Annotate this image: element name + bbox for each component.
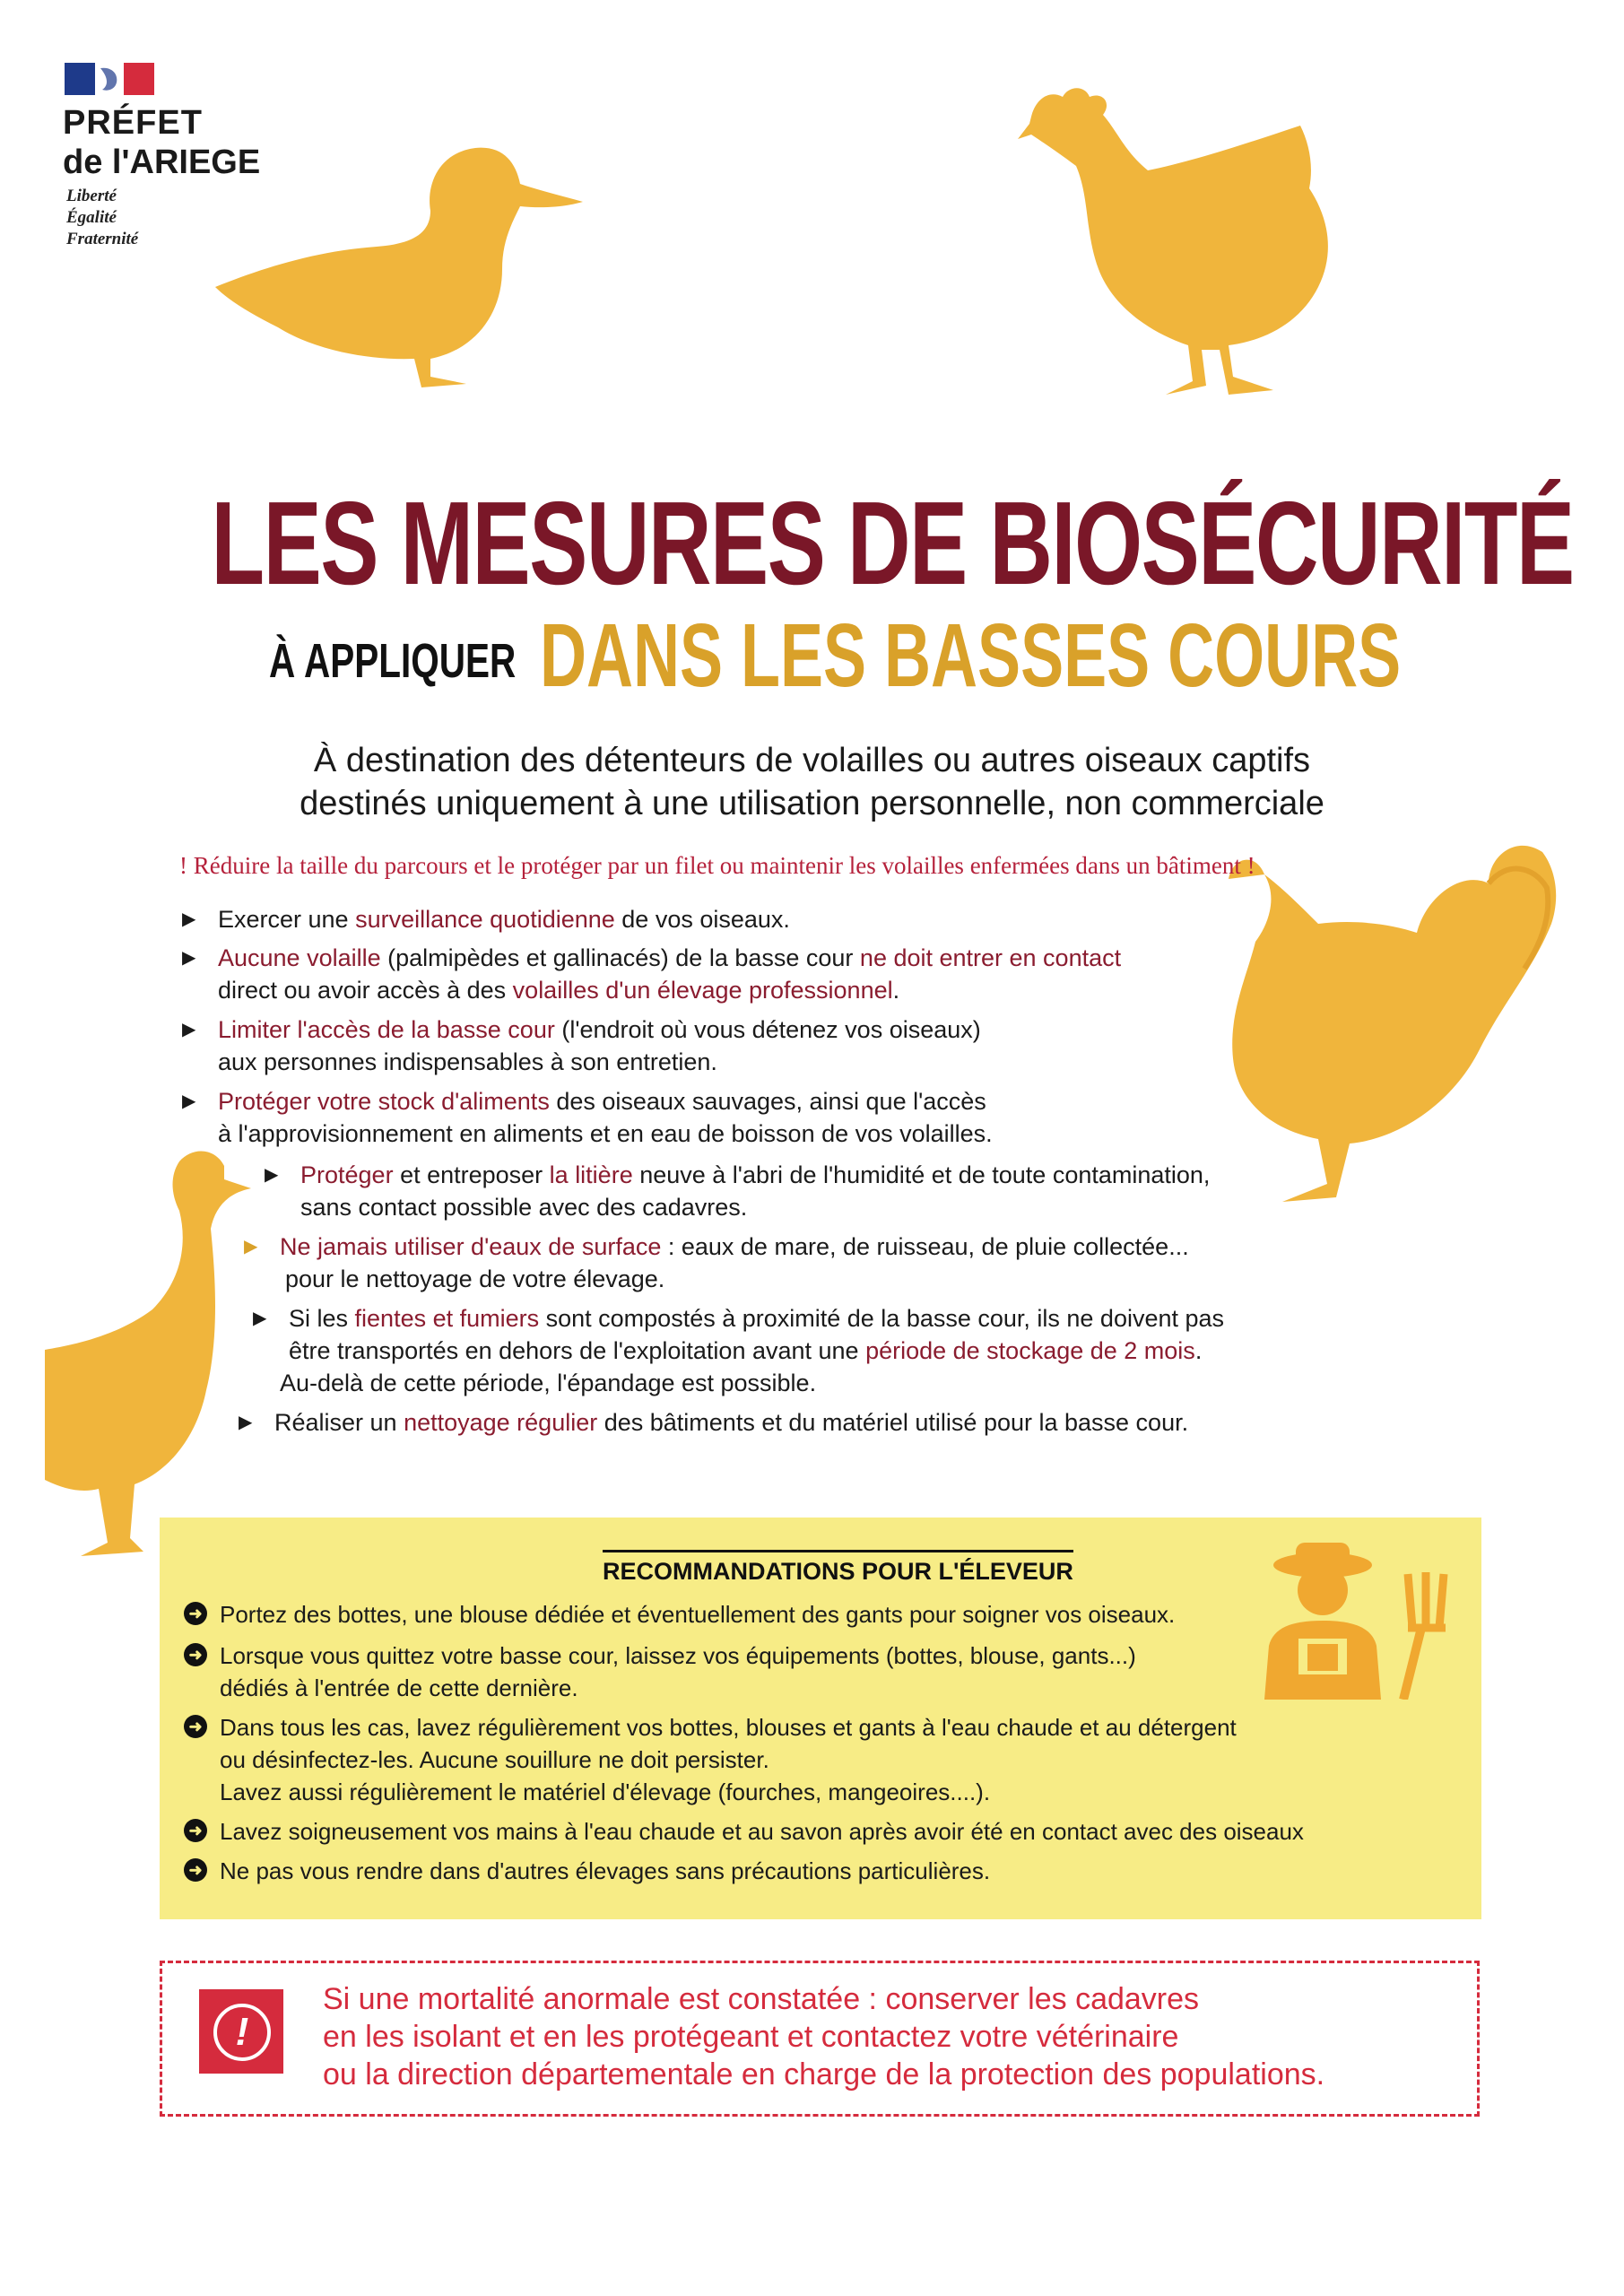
measure-item: [253, 1302, 1225, 1399]
recommendation-text: Lavez soigneusement vos mains à l'eau chaude et au savon après avoir été en contact avec des oiseaux: [220, 1818, 1304, 1845]
alert-line-3: ou la direction départementale en charge de la protection des populations.: [323, 2057, 1325, 2092]
recommendation-item: [188, 1598, 1176, 1631]
measure-text: et entreposer: [393, 1161, 550, 1188]
triangle-bullet-icon: ▶: [182, 948, 196, 968]
measure-text: pour le nettoyage de votre élevage.: [285, 1265, 665, 1292]
measure-item: [239, 1406, 1189, 1439]
duck-illustration: [206, 135, 592, 404]
measure-text: à l'approvisionnement en aliments et en eau de boisson de vos volailles.: [218, 1120, 993, 1147]
guinea-fowl-illustration: [45, 1139, 260, 1570]
triangle-bullet-icon: ▶: [253, 1309, 267, 1328]
measure-highlight: nettoyage régulier: [404, 1409, 598, 1436]
measure-highlight: Protéger: [300, 1161, 394, 1188]
measure-text: de vos oiseaux.: [614, 906, 790, 933]
devise-fraternite: Fraternité: [66, 230, 139, 248]
measure-item: [182, 903, 790, 935]
devise-liberte: Liberté: [66, 187, 117, 205]
measure-text: (palmipèdes et gallinacés) de la basse cour: [380, 944, 860, 971]
measure-text: Exercer une: [218, 906, 356, 933]
measure-text: Réaliser un: [274, 1409, 404, 1436]
recommendation-text: Dans tous les cas, lavez régulièrement vos bottes, blouses et gants à l'eau chaude et au détergent: [220, 1714, 1237, 1741]
recommendation-item: [188, 1711, 1237, 1808]
subtitle: [0, 739, 1624, 825]
measure-text: aux personnes indispensables à son entretien.: [218, 1048, 717, 1075]
farmer-icon: [1255, 1538, 1462, 1700]
measure-text: neuve à l'abri de l'humidité et de toute contamination,: [632, 1161, 1211, 1188]
triangle-bullet-icon: ▶: [182, 909, 196, 929]
measure-highlight: surveillance quotidienne: [355, 906, 615, 933]
title-basses-cours: DANS LES BASSES COURS: [540, 605, 1402, 706]
recommendation-item: [188, 1815, 1304, 1848]
measure-text: .: [892, 977, 900, 1004]
measure-highlight: période de stockage de 2 mois: [865, 1337, 1195, 1364]
measure-highlight: Aucune volaille: [218, 944, 381, 971]
triangle-bullet-icon: ▶: [244, 1237, 258, 1257]
recommendation-text: Lavez aussi régulièrement le matériel d'élevage (fourches, mangeoires....).: [220, 1779, 991, 1805]
recommendation-text: Lorsque vous quittez votre basse cour, laissez vos équipements (bottes, blouse, gants...): [220, 1642, 1136, 1669]
measure-item: [182, 1085, 993, 1150]
measure-item: [244, 1231, 1189, 1295]
warning-banner: ! Réduire la taille du parcours et le protéger par un filet ou maintenir les volailles enfermées dans un bâtiment !: [179, 852, 1255, 879]
measure-highlight: fientes et fumiers: [354, 1305, 540, 1332]
arrow-circle-icon: ➜: [184, 1602, 207, 1625]
measure-text: Au-delà de cette période, l'épandage est possible.: [280, 1370, 817, 1396]
measure-item: [182, 942, 1122, 1006]
measure-text: sont compostés à proximité de la basse cour, ils ne doivent pas: [539, 1305, 1225, 1332]
arrow-circle-icon: ➜: [184, 1715, 207, 1738]
arrow-circle-icon: ➜: [184, 1858, 207, 1882]
recommendations-title: RECOMMANDATIONS POUR L'ÉLEVEUR: [603, 1550, 1073, 1586]
alert-line-1: Si une mortalité anormale est constatée : conserver les cadavres: [323, 1982, 1200, 2016]
measure-text: (l'endroit où vous détenez vos oiseaux): [554, 1016, 981, 1043]
measure-highlight: Limiter l'accès de la basse cour: [218, 1016, 555, 1043]
triangle-bullet-icon: ▶: [265, 1165, 279, 1185]
devise-egalite: Égalité: [66, 208, 117, 227]
measure-item: [265, 1159, 1211, 1223]
alert-message: [323, 1980, 1324, 2093]
title-a-appliquer: À APPLIQUER: [269, 634, 517, 688]
triangle-bullet-icon: ▶: [239, 1413, 253, 1432]
recommendation-text: Portez des bottes, une blouse dédiée et éventuellement des gants pour soigner vos oiseaux.: [220, 1601, 1176, 1628]
recommendation-item: [188, 1855, 991, 1887]
measure-text: Si les: [289, 1305, 355, 1332]
hen-illustration: [1013, 81, 1390, 422]
subtitle-line-1: À destination des détenteurs de volailles ou autres oiseaux captifs: [313, 742, 1311, 779]
measure-text: être transportés en dehors de l'exploitation avant une: [289, 1337, 866, 1364]
triangle-bullet-icon: ▶: [182, 1091, 196, 1111]
recommendation-text: ou désinfectez-les. Aucune souillure ne doit persister.: [220, 1746, 769, 1773]
measure-text: des oiseaux sauvages, ainsi que l'accès: [549, 1088, 986, 1115]
measure-highlight: volailles d'un élevage professionnel: [512, 977, 893, 1004]
measure-highlight: ne doit entrer en contact: [859, 944, 1122, 971]
recommendation-text: Ne pas vous rendre dans d'autres élevages sans précautions particulières.: [220, 1857, 991, 1884]
arrow-circle-icon: ➜: [184, 1819, 207, 1842]
measure-item: [182, 1013, 981, 1078]
marianne-flag-logo: [65, 63, 154, 95]
triangle-bullet-icon: ▶: [182, 1020, 196, 1039]
subtitle-line-2: destinés uniquement à une utilisation personnelle, non commerciale: [300, 785, 1324, 822]
prefet-department: de l'ARIEGE: [63, 144, 261, 181]
prefet-title: PRÉFET: [63, 104, 203, 142]
measure-text: des bâtiments et du matériel utilisé pour la basse cour.: [597, 1409, 1189, 1436]
recommendation-text: dédiés à l'entrée de cette dernière.: [220, 1674, 578, 1701]
measure-text: sans contact possible avec des cadavres.: [300, 1194, 748, 1221]
turkey-illustration: [1193, 834, 1569, 1229]
measure-text: direct ou avoir accès à des: [218, 977, 513, 1004]
measure-highlight: Ne jamais utiliser d'eaux de surface: [280, 1233, 662, 1260]
exclamation-icon: !: [199, 1989, 283, 2074]
measure-text: .: [1194, 1337, 1203, 1364]
alert-line-2: en les isolant et en les protégeant et contactez votre vétérinaire: [323, 2020, 1179, 2054]
arrow-circle-icon: ➜: [184, 1643, 207, 1666]
recommendation-item: [188, 1639, 1136, 1704]
main-title: LES MESURES DE BIOSÉCURITÉ: [211, 477, 1574, 609]
measure-text: : eaux de mare, de ruisseau, de pluie collectée...: [661, 1233, 1189, 1260]
measure-highlight: Protéger votre stock d'aliments: [218, 1088, 550, 1115]
measure-highlight: la litière: [549, 1161, 633, 1188]
